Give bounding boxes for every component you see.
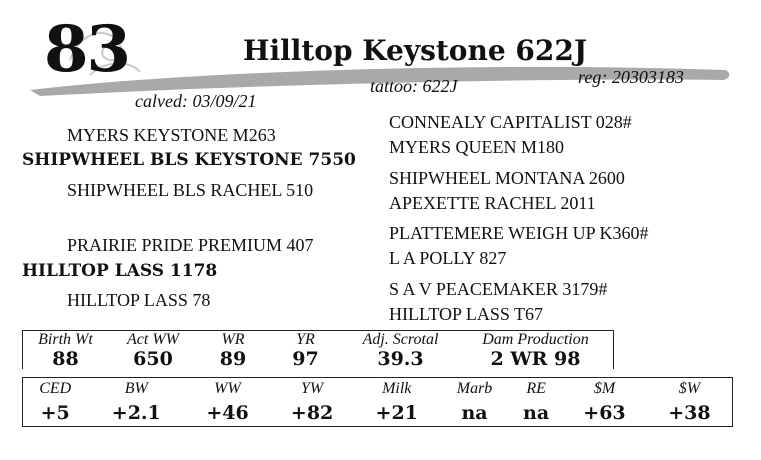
epd-value-row: [23, 400, 733, 427]
epd-header-re: RE: [526, 380, 546, 398]
perf-value-dam-production: 2 WR 98: [490, 347, 581, 370]
pedigree-dam: HILLTOP LASS 1178: [22, 261, 218, 281]
perf-value-birth-wt: 88: [52, 347, 79, 370]
perf-header-act-ww: Act WW: [127, 331, 179, 348]
registration-number: reg: 20303183: [578, 67, 684, 87]
perf-value-act-ww: 650: [133, 347, 173, 370]
perf-value-yr: 97: [292, 347, 319, 370]
performance-header-row: [23, 331, 614, 349]
epd-value-milk: +21: [375, 401, 418, 424]
pedigree-ggp-1: CONNEALY CAPITALIST 028#: [389, 112, 632, 132]
epd-header-yw: YW: [301, 380, 324, 398]
epd-value-ww: +46: [206, 401, 249, 424]
performance-table: [22, 330, 614, 369]
perf-header-dam-production: Dam Production: [482, 331, 589, 348]
epd-value-ced: +5: [40, 401, 70, 424]
epd-value-re: na: [523, 401, 550, 424]
perf-header-adj-scrotal: Adj. Scrotal: [362, 331, 439, 348]
pedigree-sire: SHIPWHEEL BLS KEYSTONE 7550: [22, 150, 356, 170]
pedigree-ggp-8: HILLTOP LASS T67: [389, 304, 544, 324]
pedigree-sire-dam: SHIPWHEEL BLS RACHEL 510: [67, 180, 314, 200]
epd-header-milk: Milk: [382, 380, 412, 398]
perf-header-birth-wt: Birth Wt: [38, 331, 93, 348]
calved-date: calved: 03/09/21: [135, 91, 257, 111]
epd-value-yw: +82: [290, 401, 334, 424]
pedigree-sire-sire: MYERS KEYSTONE M263: [67, 125, 276, 145]
epd-value-dollar-w: +38: [668, 401, 711, 424]
animal-name: Hilltop Keystone 622J: [243, 34, 588, 67]
perf-header-yr: YR: [296, 331, 315, 348]
epd-header-ww: WW: [214, 380, 241, 398]
epd-header-ced: CED: [39, 380, 72, 398]
epd-header-bw: BW: [124, 380, 148, 398]
pedigree-ggp-6: L A POLLY 827: [389, 248, 507, 268]
pedigree-ggp-7: S A V PEACEMAKER 3179#: [389, 279, 608, 299]
pedigree-ggp-2: MYERS QUEEN M180: [389, 137, 565, 157]
lot-number: 83: [44, 12, 130, 87]
pedigree-ggp-5: PLATTEMERE WEIGH UP K360#: [389, 223, 649, 243]
pedigree-ggp-4: APEXETTE RACHEL 2011: [389, 193, 596, 213]
epd-header-marb: Marb: [456, 380, 493, 398]
pedigree-ggp-3: SHIPWHEEL MONTANA 2600: [389, 168, 625, 188]
epd-table: [22, 377, 733, 427]
epd-value-marb: na: [461, 401, 488, 424]
tattoo-label: tattoo: 622J: [370, 76, 458, 96]
epd-value-dollar-m: +63: [583, 401, 626, 424]
perf-header-wr: WR: [221, 331, 245, 348]
epd-value-bw: +2.1: [111, 401, 161, 424]
epd-header-dollar-w: $W: [678, 380, 701, 398]
performance-value-row: [23, 349, 614, 370]
pedigree-dam-dam: HILLTOP LASS 78: [67, 290, 211, 310]
epd-header-row: [23, 378, 733, 400]
perf-value-adj-scrotal: 39.3: [377, 347, 424, 370]
pedigree-dam-sire: PRAIRIE PRIDE PREMIUM 407: [67, 235, 314, 255]
epd-header-dollar-m: $M: [593, 380, 616, 398]
perf-value-wr: 89: [219, 347, 247, 370]
